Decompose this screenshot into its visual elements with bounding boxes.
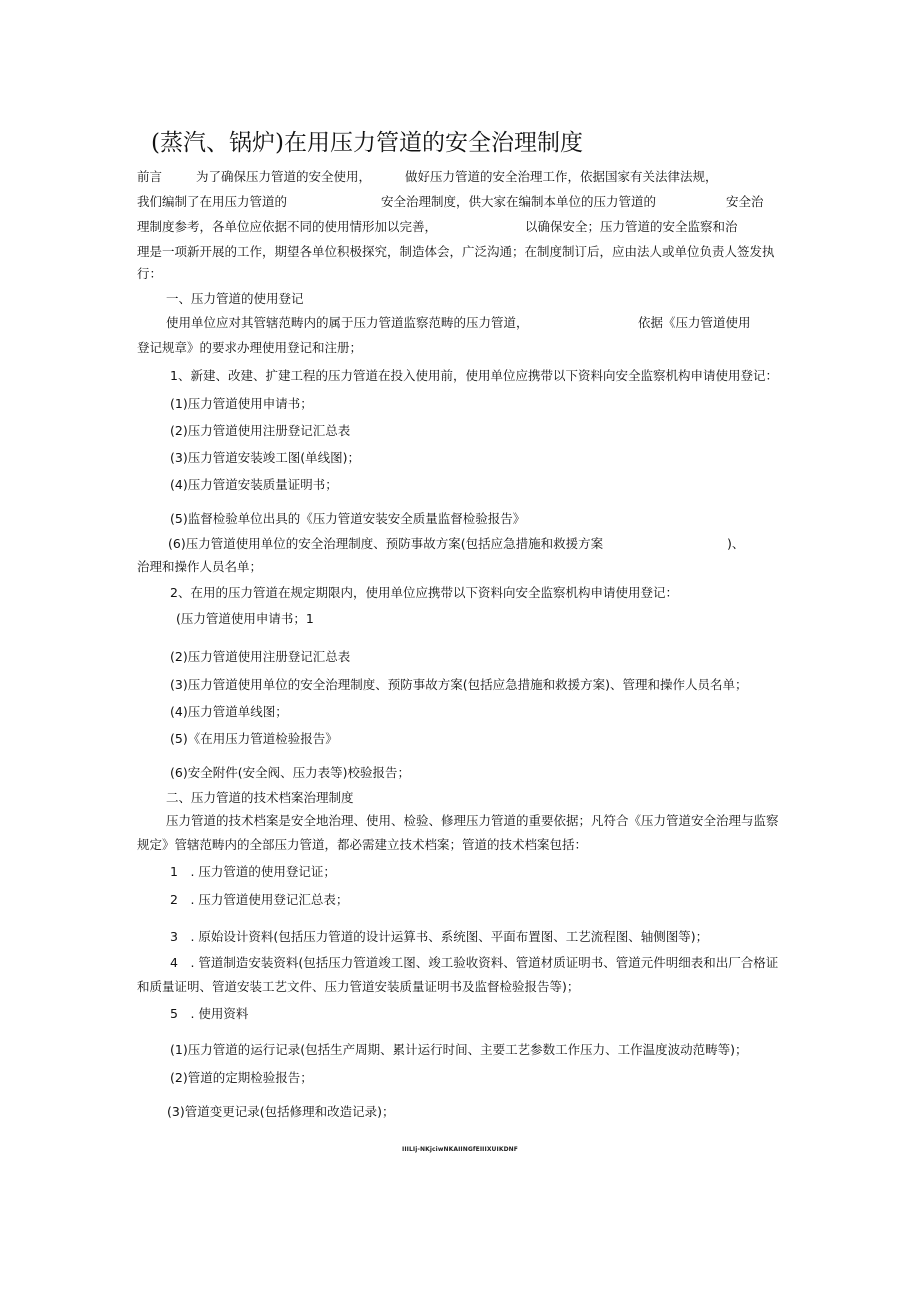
paragraph-text: 使用单位应对其管辖范畴内的属于压力管道监察范畴的压力管道， (166, 315, 529, 330)
list-item: 4 . 管道制造安装资料(包括压力管道竣工图、竣工验收资料、管道材质证明书、管道元件明细表和出厂合格证 (170, 955, 779, 970)
list-item: 3 . 原始设计资料(包括压力管道的设计运算书、系统图、平面布置图、工艺流程图、轴侧图等)； (170, 929, 709, 944)
list-item: 2 . 压力管道使用登记汇总表； (170, 892, 349, 907)
list-item: )、 (727, 536, 745, 551)
list-item: (2)压力管道使用注册登记汇总表 (170, 423, 351, 438)
list-item: 1 . 压力管道的使用登记证； (170, 864, 336, 879)
page-footer: IIILIj-NKjciwNKAIINGfEIIIXUIKDNF (402, 1146, 518, 1153)
section-heading: 一、压力管道的使用登记 (166, 291, 304, 306)
preface-text: 以确保安全；压力管道的安全监察和治 (525, 219, 738, 234)
document-title: (蒸汽、锅炉)在用压力管道的安全治理制度 (151, 130, 583, 156)
paragraph-text: 规定》管辖范畴内的全部压力管道，都必需建立技术档案；管道的技术档案包括： (137, 837, 588, 852)
list-item: (4)压力管道单线图； (170, 704, 288, 719)
list-item: (压力管道使用申请书；1 (176, 611, 314, 626)
list-item: 治理和操作人员名单； (137, 559, 263, 574)
preface-text: 安全治理制度，供大家在编制本单位的压力管道的 (381, 194, 657, 209)
section-heading: 二、压力管道的技术档案治理制度 (166, 790, 354, 805)
preface-text: 做好压力管道的安全治理工作，依据国家有关法律法规， (405, 169, 718, 184)
list-item: (3)压力管道安装竣工图(单线图)； (170, 450, 360, 465)
list-item: (3)压力管道使用单位的安全治理制度、预防事故方案(包括应急措施和救援方案)、管理和操作人员名单； (170, 677, 748, 692)
list-item: 和质量证明、管道安装工艺文件、压力管道安装质量证明书及监督检验报告等)； (137, 979, 580, 994)
paragraph-text: 依据《压力管道使用 (638, 315, 751, 330)
preface-text: 理制度参考，各单位应依据不同的使用情形加以完善， (137, 219, 438, 234)
list-item: (2)管道的定期检验报告； (170, 1070, 313, 1085)
paragraph-text: 登记规章》的要求办理使用登记和注册； (137, 340, 363, 355)
preface-text: 行： (137, 266, 163, 281)
preface-label: 前言 (137, 169, 163, 184)
preface-text: 为了确保压力管道的安全使用， (196, 169, 372, 184)
preface-text: 安全治 (726, 194, 764, 209)
list-item: (1)压力管道的运行记录(包括生产周期、累计运行时间、主要工艺参数工作压力、工作温度波动范畴等)； (170, 1042, 748, 1057)
list-item: 5 . 使用资料 (170, 1006, 249, 1021)
list-item: (4)压力管道安装质量证明书； (170, 477, 338, 492)
list-item: (6)安全附件(安全阀、压力表等)校验报告； (170, 765, 410, 780)
preface-text: 我们编制了在用压力管道的 (137, 194, 288, 209)
list-item: 1、新建、改建、扩建工程的压力管道在投入使用前，使用单位应携带以下资料向安全监察机构申请使用登记： (170, 368, 778, 383)
list-item: (3)管道变更记录(包括修理和改造记录)； (167, 1104, 395, 1119)
list-item: (5)监督检验单位出具的《压力管道安装安全质量监督检验报告》 (170, 511, 526, 526)
paragraph-text: 压力管道的技术档案是安全地治理、使用、检验、修理压力管道的重要依据；凡符合《压力管道安全治理与监察 (166, 813, 779, 828)
list-item: (5)《在用压力管道检验报告》 (170, 731, 338, 746)
preface-text: 理是一项新开展的工作，期望各单位积极探究，制造体会，广泛沟通；在制度制订后，应由法人或单位负责人签发执 (137, 244, 775, 259)
list-item: (1)压力管道使用申请书； (170, 396, 313, 411)
list-item: (6)压力管道使用单位的安全治理制度、预防事故方案(包括应急措施和救援方案 (168, 536, 604, 551)
list-item: (2)压力管道使用注册登记汇总表 (170, 649, 351, 664)
list-item: 2、在用的压力管道在规定期限内，使用单位应携带以下资料向安全监察机构申请使用登记： (170, 585, 678, 600)
